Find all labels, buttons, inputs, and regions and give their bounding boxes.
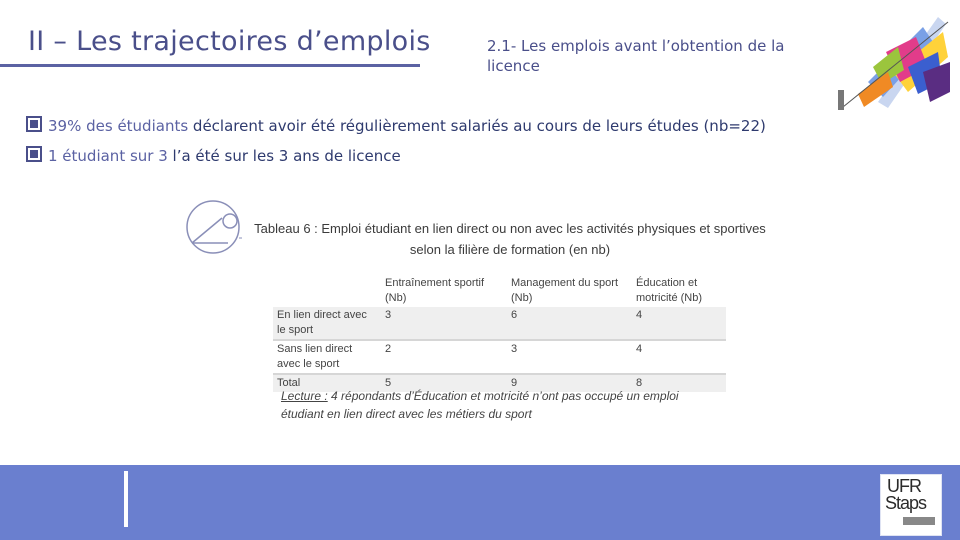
reading-note-text: 4 répondants d’Éducation et motricité n’ont pas occupé un emploi étudiant en lien direct avec les métiers du sport: [281, 389, 679, 421]
table-header-cell: [273, 275, 381, 307]
table-header-cell: Éducation et motricité (Nb): [632, 275, 726, 307]
table-cell: 4: [632, 307, 726, 339]
footer-divider: [124, 471, 128, 527]
reading-note-label: Lecture :: [281, 389, 328, 403]
table-cell: 3: [507, 341, 632, 373]
section-subtitle: 2.1- Les emplois avant l’obtention de la licence: [487, 37, 785, 75]
bullet-three-years: [26, 146, 401, 165]
table-row: [273, 307, 726, 339]
bullet-employment-rate: [26, 116, 766, 135]
decorative-graphic-icon: [838, 12, 953, 112]
ufr-staps-logo: [880, 474, 942, 536]
bullet-text: l’a été sur les 3 ans de licence: [167, 147, 401, 165]
table-caption: Tableau 6 : Emploi étudiant en lien direct ou non avec les activités physiques et sportives selon la filière de formation (en nb): [254, 221, 766, 257]
table-cell: 2: [381, 341, 507, 373]
checkbox-bullet-icon: [26, 146, 42, 162]
table-cell: 5: [381, 375, 507, 392]
table-cell: 3: [381, 307, 507, 339]
title-underline: [0, 64, 420, 67]
logo-line-2: Staps: [885, 493, 927, 513]
table-cell: 6: [507, 307, 632, 339]
table-header-cell: Management du sport (Nb): [507, 275, 632, 307]
table-header-cell: Entraînement sportif (Nb): [381, 275, 507, 307]
table-cell: 9: [507, 375, 632, 392]
employment-table: [273, 275, 726, 392]
table-cell: Sans lien direct avec le sport: [273, 341, 381, 373]
bullet-text: déclarent avoir été régulièrement salariés au cours de leurs études (nb=22): [188, 117, 766, 135]
checkbox-bullet-icon: [26, 116, 42, 132]
table-cell: 4: [632, 341, 726, 373]
logo-line-1: UFR: [887, 476, 921, 496]
table-header-row: [273, 275, 726, 307]
table-cell: En lien direct avec le sport: [273, 307, 381, 339]
table-logo-icon: [184, 198, 242, 256]
page-title: II – Les trajectoires d’emplois: [28, 26, 431, 57]
table-row: [273, 341, 726, 373]
footer-band: [0, 465, 960, 540]
table-cell: Total: [273, 375, 381, 392]
table-cell: 8: [632, 375, 726, 392]
bullet-highlight: 39% des étudiants: [48, 117, 189, 135]
logo-mark: [903, 517, 935, 525]
reading-note: [281, 387, 721, 423]
bullet-highlight: 1 étudiant sur 3: [48, 147, 168, 165]
